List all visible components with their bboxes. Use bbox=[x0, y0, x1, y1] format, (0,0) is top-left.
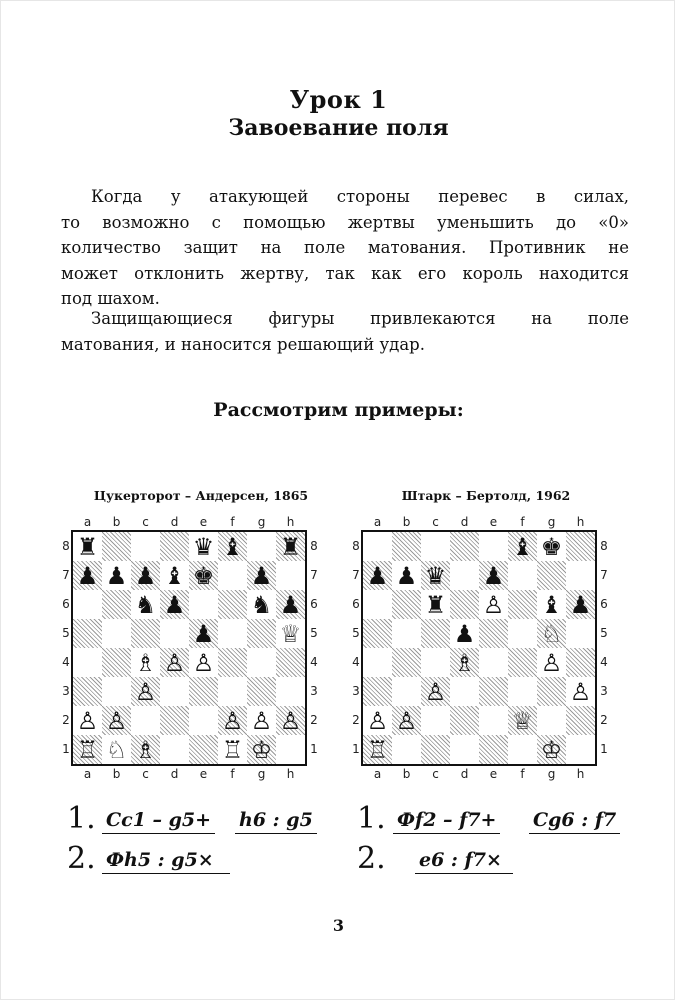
rank-label: 8 bbox=[600, 539, 608, 553]
board-square-g4 bbox=[247, 648, 276, 677]
chess-piece: ♔ bbox=[250, 735, 273, 764]
board-square-g8 bbox=[247, 532, 276, 561]
board-square-d1 bbox=[450, 735, 479, 764]
board-square-b5 bbox=[392, 619, 421, 648]
board-square-h1 bbox=[276, 735, 305, 764]
chess-piece: ♗ bbox=[134, 648, 157, 677]
board-square-b4 bbox=[102, 648, 131, 677]
file-label: g bbox=[257, 767, 266, 781]
file-label: f bbox=[520, 767, 525, 781]
chess-piece: ♜ bbox=[279, 532, 302, 561]
chess-piece: ♟ bbox=[453, 619, 476, 648]
board-square-g2 bbox=[537, 706, 566, 735]
board-square-d2 bbox=[160, 706, 189, 735]
board-square-a6 bbox=[73, 590, 102, 619]
paragraph-line: количество защит на поле матования. Противник не bbox=[61, 238, 629, 257]
rank-label: 1 bbox=[62, 742, 70, 756]
board-square-b4 bbox=[392, 648, 421, 677]
board-square-b8 bbox=[392, 532, 421, 561]
file-label: e bbox=[199, 767, 208, 781]
board-square-b6 bbox=[102, 590, 131, 619]
chess-piece: ♟ bbox=[134, 561, 157, 590]
chess-piece: ♟ bbox=[366, 561, 389, 590]
rank-label: 1 bbox=[310, 742, 318, 756]
board-square-h2 bbox=[566, 706, 595, 735]
board-square-h4 bbox=[276, 648, 305, 677]
file-label: d bbox=[170, 515, 179, 529]
rank-label: 8 bbox=[352, 539, 360, 553]
board-square-b3 bbox=[392, 677, 421, 706]
chess-piece: ♟ bbox=[192, 619, 215, 648]
board-square-a4 bbox=[73, 648, 102, 677]
chess-piece: ♙ bbox=[105, 706, 128, 735]
chess-piece: ♛ bbox=[424, 561, 447, 590]
rank-label: 3 bbox=[600, 684, 608, 698]
board-square-a5 bbox=[363, 619, 392, 648]
rank-label: 3 bbox=[62, 684, 70, 698]
board-square-f7 bbox=[218, 561, 247, 590]
rank-label: 2 bbox=[352, 713, 360, 727]
rank-label: 2 bbox=[62, 713, 70, 727]
file-label: f bbox=[520, 515, 525, 529]
chess-piece: ♗ bbox=[134, 735, 157, 764]
rank-label: 2 bbox=[310, 713, 318, 727]
board-square-d3 bbox=[450, 677, 479, 706]
board-caption-right: Штарк – Бертолд, 1962 bbox=[401, 488, 571, 503]
board-square-f3 bbox=[508, 677, 537, 706]
rank-label: 6 bbox=[352, 597, 360, 611]
board-square-e1 bbox=[189, 735, 218, 764]
move-white: Фf2 – f7+ bbox=[393, 809, 500, 834]
chess-piece: ♙ bbox=[76, 706, 99, 735]
board-square-f4 bbox=[218, 648, 247, 677]
chess-piece: ♟ bbox=[395, 561, 418, 590]
board-square-a3 bbox=[363, 677, 392, 706]
lesson-title: Урок 1 bbox=[289, 85, 388, 114]
board-square-c8 bbox=[131, 532, 160, 561]
rank-label: 4 bbox=[62, 655, 70, 669]
chess-piece: ♙ bbox=[366, 706, 389, 735]
rank-label: 2 bbox=[600, 713, 608, 727]
chess-piece: ♟ bbox=[569, 590, 592, 619]
chess-piece: ♝ bbox=[163, 561, 186, 590]
rank-label: 3 bbox=[310, 684, 318, 698]
page-number: 3 bbox=[332, 916, 345, 935]
chess-piece: ♙ bbox=[279, 706, 302, 735]
file-label: g bbox=[547, 767, 556, 781]
file-label: e bbox=[489, 767, 498, 781]
chess-piece: ♕ bbox=[279, 619, 302, 648]
board-square-e4 bbox=[479, 648, 508, 677]
board-square-c8 bbox=[421, 532, 450, 561]
move-number: 2. bbox=[357, 841, 386, 876]
move-black: h6 : g5 bbox=[235, 809, 317, 834]
board-square-f7 bbox=[508, 561, 537, 590]
chess-piece: ♔ bbox=[540, 735, 563, 764]
board-square-e6 bbox=[189, 590, 218, 619]
rank-label: 5 bbox=[352, 626, 360, 640]
file-label: e bbox=[489, 515, 498, 529]
chess-piece: ♕ bbox=[511, 706, 534, 735]
file-label: a bbox=[373, 767, 382, 781]
board-square-b6 bbox=[392, 590, 421, 619]
board-square-d1 bbox=[160, 735, 189, 764]
file-label: h bbox=[576, 515, 585, 529]
board-square-b5 bbox=[102, 619, 131, 648]
board-square-f5 bbox=[508, 619, 537, 648]
board-square-a3 bbox=[73, 677, 102, 706]
chess-piece: ♜ bbox=[76, 532, 99, 561]
board-square-g3 bbox=[537, 677, 566, 706]
paragraph-1 bbox=[61, 184, 629, 312]
board-square-d7 bbox=[450, 561, 479, 590]
rank-label: 6 bbox=[62, 597, 70, 611]
move-white: Cc1 – g5+ bbox=[102, 809, 215, 834]
file-label: b bbox=[402, 767, 411, 781]
board-square-f1 bbox=[508, 735, 537, 764]
file-label: c bbox=[142, 515, 149, 529]
chess-piece: ♟ bbox=[105, 561, 128, 590]
rank-label: 1 bbox=[352, 742, 360, 756]
chess-piece: ♗ bbox=[453, 648, 476, 677]
rank-label: 5 bbox=[600, 626, 608, 640]
board-square-b3 bbox=[102, 677, 131, 706]
chess-piece: ♙ bbox=[250, 706, 273, 735]
paragraph-line: под шахом. bbox=[61, 289, 160, 308]
board-square-a6 bbox=[363, 590, 392, 619]
rank-label: 7 bbox=[310, 568, 318, 582]
board-square-c5 bbox=[131, 619, 160, 648]
board-square-d6 bbox=[450, 590, 479, 619]
rank-label: 7 bbox=[62, 568, 70, 582]
chess-piece: ♝ bbox=[540, 590, 563, 619]
chess-piece: ♙ bbox=[395, 706, 418, 735]
board-square-h7 bbox=[276, 561, 305, 590]
file-label: c bbox=[142, 767, 149, 781]
board-square-h3 bbox=[276, 677, 305, 706]
board-square-a5 bbox=[73, 619, 102, 648]
file-label: a bbox=[373, 515, 382, 529]
chess-piece: ♙ bbox=[424, 677, 447, 706]
board-square-f6 bbox=[218, 590, 247, 619]
board-square-h7 bbox=[566, 561, 595, 590]
chess-piece: ♘ bbox=[540, 619, 563, 648]
board-square-f5 bbox=[218, 619, 247, 648]
chess-piece: ♝ bbox=[221, 532, 244, 561]
rank-label: 6 bbox=[600, 597, 608, 611]
rank-label: 5 bbox=[62, 626, 70, 640]
file-label: c bbox=[432, 767, 439, 781]
board-square-h1 bbox=[566, 735, 595, 764]
board-square-h8 bbox=[566, 532, 595, 561]
board-square-d5 bbox=[160, 619, 189, 648]
file-label: d bbox=[460, 767, 469, 781]
file-label: b bbox=[112, 515, 121, 529]
chess-piece: ♖ bbox=[366, 735, 389, 764]
chess-piece: ♙ bbox=[134, 677, 157, 706]
paragraph-2 bbox=[61, 306, 629, 357]
file-label: b bbox=[402, 515, 411, 529]
file-label: a bbox=[83, 767, 92, 781]
paragraph-line: то возможно с помощью жертвы уменьшить до «0» bbox=[61, 212, 629, 232]
board-square-a4 bbox=[363, 648, 392, 677]
move-black: e6 : f7× bbox=[415, 849, 513, 874]
chess-piece: ♙ bbox=[482, 590, 505, 619]
file-label: b bbox=[112, 767, 121, 781]
board-square-e2 bbox=[189, 706, 218, 735]
rank-label: 7 bbox=[352, 568, 360, 582]
chess-piece: ♟ bbox=[76, 561, 99, 590]
chess-piece: ♟ bbox=[482, 561, 505, 590]
board-square-e5 bbox=[479, 619, 508, 648]
rank-label: 4 bbox=[352, 655, 360, 669]
file-label: e bbox=[199, 515, 208, 529]
chess-piece: ♝ bbox=[511, 532, 534, 561]
file-label: f bbox=[230, 767, 235, 781]
board-square-g5 bbox=[247, 619, 276, 648]
file-label: h bbox=[286, 767, 295, 781]
board-square-e8 bbox=[479, 532, 508, 561]
board-square-g3 bbox=[247, 677, 276, 706]
file-label: g bbox=[547, 515, 556, 529]
rank-label: 7 bbox=[600, 568, 608, 582]
board-square-c2 bbox=[421, 706, 450, 735]
chess-piece: ♜ bbox=[424, 590, 447, 619]
rank-label: 4 bbox=[310, 655, 318, 669]
file-label: g bbox=[257, 515, 266, 529]
file-label: c bbox=[432, 515, 439, 529]
chess-piece: ♙ bbox=[163, 648, 186, 677]
board-square-c1 bbox=[421, 735, 450, 764]
paragraph-line: Защищающиеся фигуры привлекаются на поле bbox=[91, 309, 629, 328]
file-label: d bbox=[460, 515, 469, 529]
paragraph-line: Когда у атакующей стороны перевес в силах, bbox=[91, 187, 629, 206]
move-number: 1. bbox=[67, 801, 96, 836]
board-square-e1 bbox=[479, 735, 508, 764]
board-square-d2 bbox=[450, 706, 479, 735]
chess-piece: ♛ bbox=[192, 532, 215, 561]
file-label: h bbox=[286, 515, 295, 529]
board-square-h5 bbox=[566, 619, 595, 648]
chess-board bbox=[361, 530, 597, 766]
examples-heading: Рассмотрим примеры: bbox=[213, 399, 464, 421]
file-label: h bbox=[576, 767, 585, 781]
chess-piece: ♞ bbox=[134, 590, 157, 619]
lesson-subtitle: Завоевание поля bbox=[228, 115, 449, 141]
board-square-a8 bbox=[363, 532, 392, 561]
board-square-g7 bbox=[537, 561, 566, 590]
chess-piece: ♙ bbox=[221, 706, 244, 735]
rank-label: 6 bbox=[310, 597, 318, 611]
chess-piece: ♙ bbox=[192, 648, 215, 677]
board-square-b1 bbox=[392, 735, 421, 764]
rank-label: 1 bbox=[600, 742, 608, 756]
rank-label: 4 bbox=[600, 655, 608, 669]
chess-board bbox=[71, 530, 307, 766]
file-label: a bbox=[83, 515, 92, 529]
board-square-f4 bbox=[508, 648, 537, 677]
chess-piece: ♘ bbox=[105, 735, 128, 764]
move-number: 2. bbox=[67, 841, 96, 876]
file-label: d bbox=[170, 767, 179, 781]
move-number: 1. bbox=[357, 801, 386, 836]
board-square-e3 bbox=[189, 677, 218, 706]
board-square-c2 bbox=[131, 706, 160, 735]
rank-label: 8 bbox=[310, 539, 318, 553]
chess-piece: ♞ bbox=[250, 590, 273, 619]
board-square-f3 bbox=[218, 677, 247, 706]
board-square-b8 bbox=[102, 532, 131, 561]
chess-piece: ♖ bbox=[221, 735, 244, 764]
paragraph-line: может отклонить жертву, так как его король находится bbox=[61, 263, 629, 283]
board-caption-left: Цукерторот – Андерсен, 1865 bbox=[93, 488, 309, 503]
board-square-d8 bbox=[160, 532, 189, 561]
rank-label: 8 bbox=[62, 539, 70, 553]
chess-piece: ♚ bbox=[540, 532, 563, 561]
board-square-f6 bbox=[508, 590, 537, 619]
board-square-c4 bbox=[421, 648, 450, 677]
chess-piece: ♙ bbox=[540, 648, 563, 677]
chess-piece: ♖ bbox=[76, 735, 99, 764]
board-square-e3 bbox=[479, 677, 508, 706]
board-square-d3 bbox=[160, 677, 189, 706]
board-square-e2 bbox=[479, 706, 508, 735]
file-label: f bbox=[230, 515, 235, 529]
rank-label: 5 bbox=[310, 626, 318, 640]
board-square-c5 bbox=[421, 619, 450, 648]
move-white: Фh5 : g5× bbox=[102, 849, 230, 874]
board-square-d8 bbox=[450, 532, 479, 561]
chess-piece: ♚ bbox=[192, 561, 215, 590]
chess-piece: ♙ bbox=[569, 677, 592, 706]
chess-piece: ♟ bbox=[279, 590, 302, 619]
rank-label: 3 bbox=[352, 684, 360, 698]
board-square-h4 bbox=[566, 648, 595, 677]
chess-piece: ♟ bbox=[250, 561, 273, 590]
move-black: Cg6 : f7 bbox=[529, 809, 620, 834]
chess-piece: ♟ bbox=[163, 590, 186, 619]
paragraph-line: матования, и наносится решающий удар. bbox=[61, 334, 425, 354]
